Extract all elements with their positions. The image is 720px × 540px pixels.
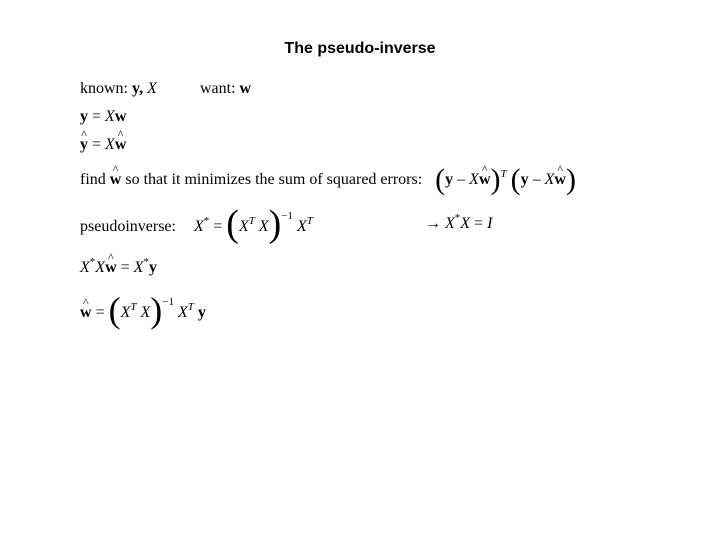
identity-result: → X*X = I: [425, 212, 493, 232]
known-x: X: [147, 80, 157, 97]
find-rest: so that it minimizes the sum of squared errors:: [125, 171, 423, 188]
pseudoinverse-line: pseudoinverse: $X^* = (X^T$ X)$^{-1}$ $X^T$ → X*X = I: [80, 203, 493, 245]
equation-y-xw: y = Xw: [80, 108, 127, 125]
want-label: want:: [200, 80, 236, 97]
known-want-line: [80, 80, 252, 97]
pseudo-label: pseudoinverse:: [80, 218, 176, 235]
known-label: known:: [80, 80, 128, 97]
slide-title: The pseudo-inverse: [284, 40, 436, 57]
equation-yhat: y ^ = Xw ^: [80, 137, 126, 153]
known-vars: y,: [132, 80, 148, 97]
want-group: [200, 81, 251, 97]
equation-solution: w ^ = ($X^T$ X)$^{-1}$ $X^T$ y: [80, 302, 206, 321]
equation-normal: X*Xw ^ = X*y: [80, 260, 157, 276]
find-label: find: [80, 171, 106, 188]
want-var: w: [239, 80, 252, 97]
minimize-line: find w ^ so that it minimizes the sum of squared errors: (y – Xw ^)$^T$ (y – Xw ^): [80, 172, 576, 188]
